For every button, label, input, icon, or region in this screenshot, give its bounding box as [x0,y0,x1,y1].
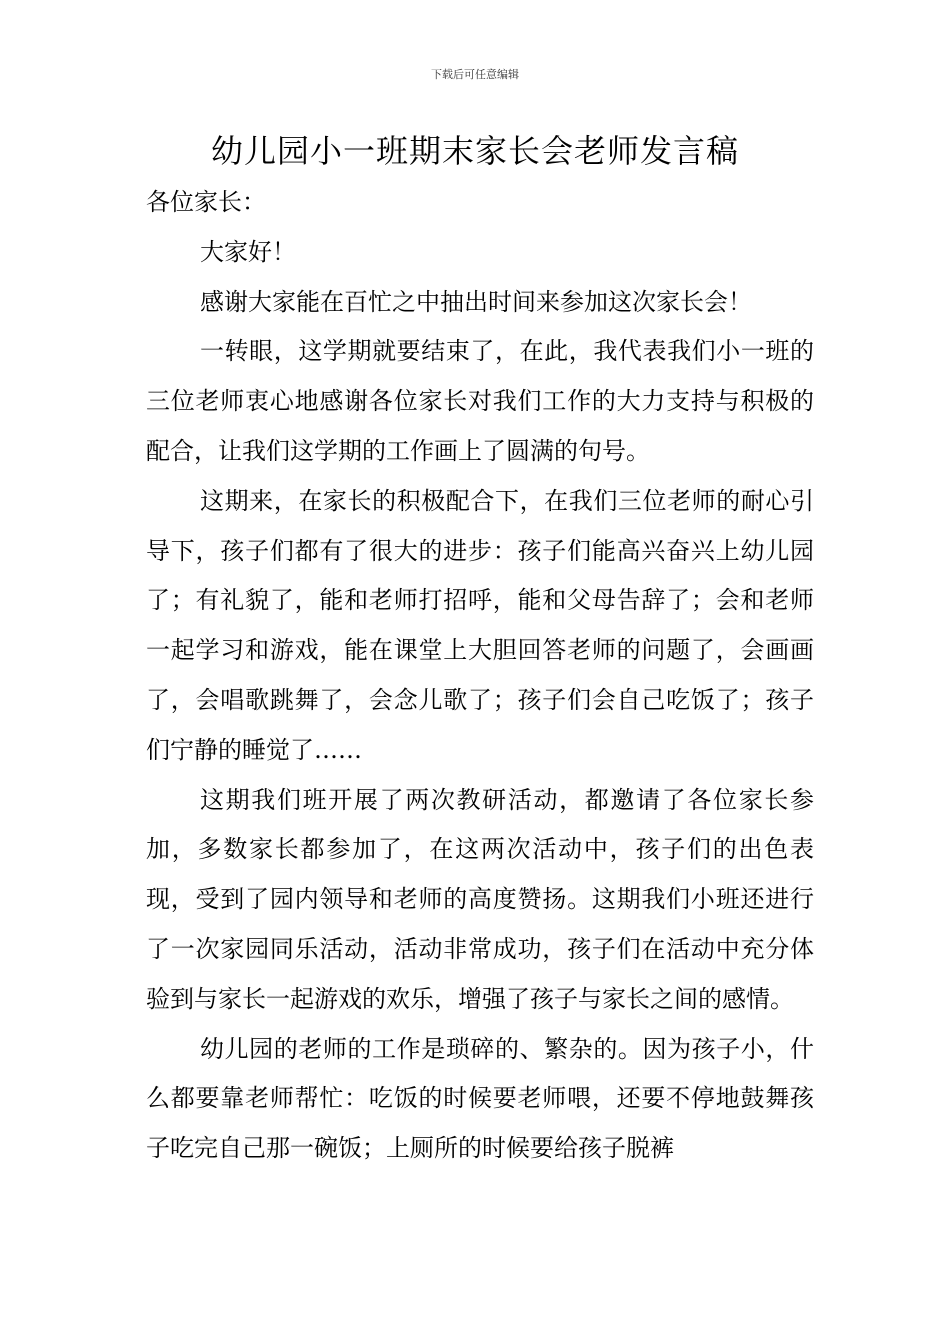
paragraph-teacher-work: 幼儿园的老师的工作是琐碎的、繁杂的。因为孩子小，什么都要靠老师帮忙：吃饭的时候要老师喂，还要不停地鼓舞孩子吃完自己那一碗饭；上厕所的时候要给孩子脱裤 [146,1034,814,1163]
paragraph-thanks: 感谢大家能在百忙之中抽出时间来参加这次家长会！ [200,287,752,316]
document-body [146,178,814,1174]
paragraph-semester-end: 一转眼，这学期就要结束了，在此，我代表我们小一班的三位老师衷心地感谢各位家长对我们工作的大力支持与积极的配合，让我们这学期的工作画上了圆满的句号。 [146,337,814,465]
salutation: 各位家长： [146,188,266,216]
document-title: 幼儿园小一班期末家长会老师发言稿 [210,132,739,170]
header-note: 下载后可任意编辑 [431,68,519,81]
paragraph-activities: 这期我们班开展了两次教研活动，都邀请了各位家长参加，多数家长都参加了，在这两次活动中，孩子们的出色表现，受到了园内领导和老师的高度赞扬。这期我们小班还进行了一次家园同乐活动，活动非常成功，孩子们在活动中充分体验到与家长一起游戏的欢乐，增强了孩子与家长之间的感情。 [146,785,814,1013]
paragraph-greeting: 大家好！ [200,237,296,266]
paragraph-progress: 这期来，在家长的积极配合下，在我们三位老师的耐心引导下，孩子们都有了很大的进步：孩子们能高兴奋兴上幼儿园了；有礼貌了，能和老师打招呼，能和父母告辞了；会和老师一起学习和游戏，能在课堂上大胆回答老师的问题了，会画画了，会唱歌跳舞了，会念儿歌了；孩子们会自己吃饭了；孩子们宁静的睡觉了…… [146,486,814,764]
